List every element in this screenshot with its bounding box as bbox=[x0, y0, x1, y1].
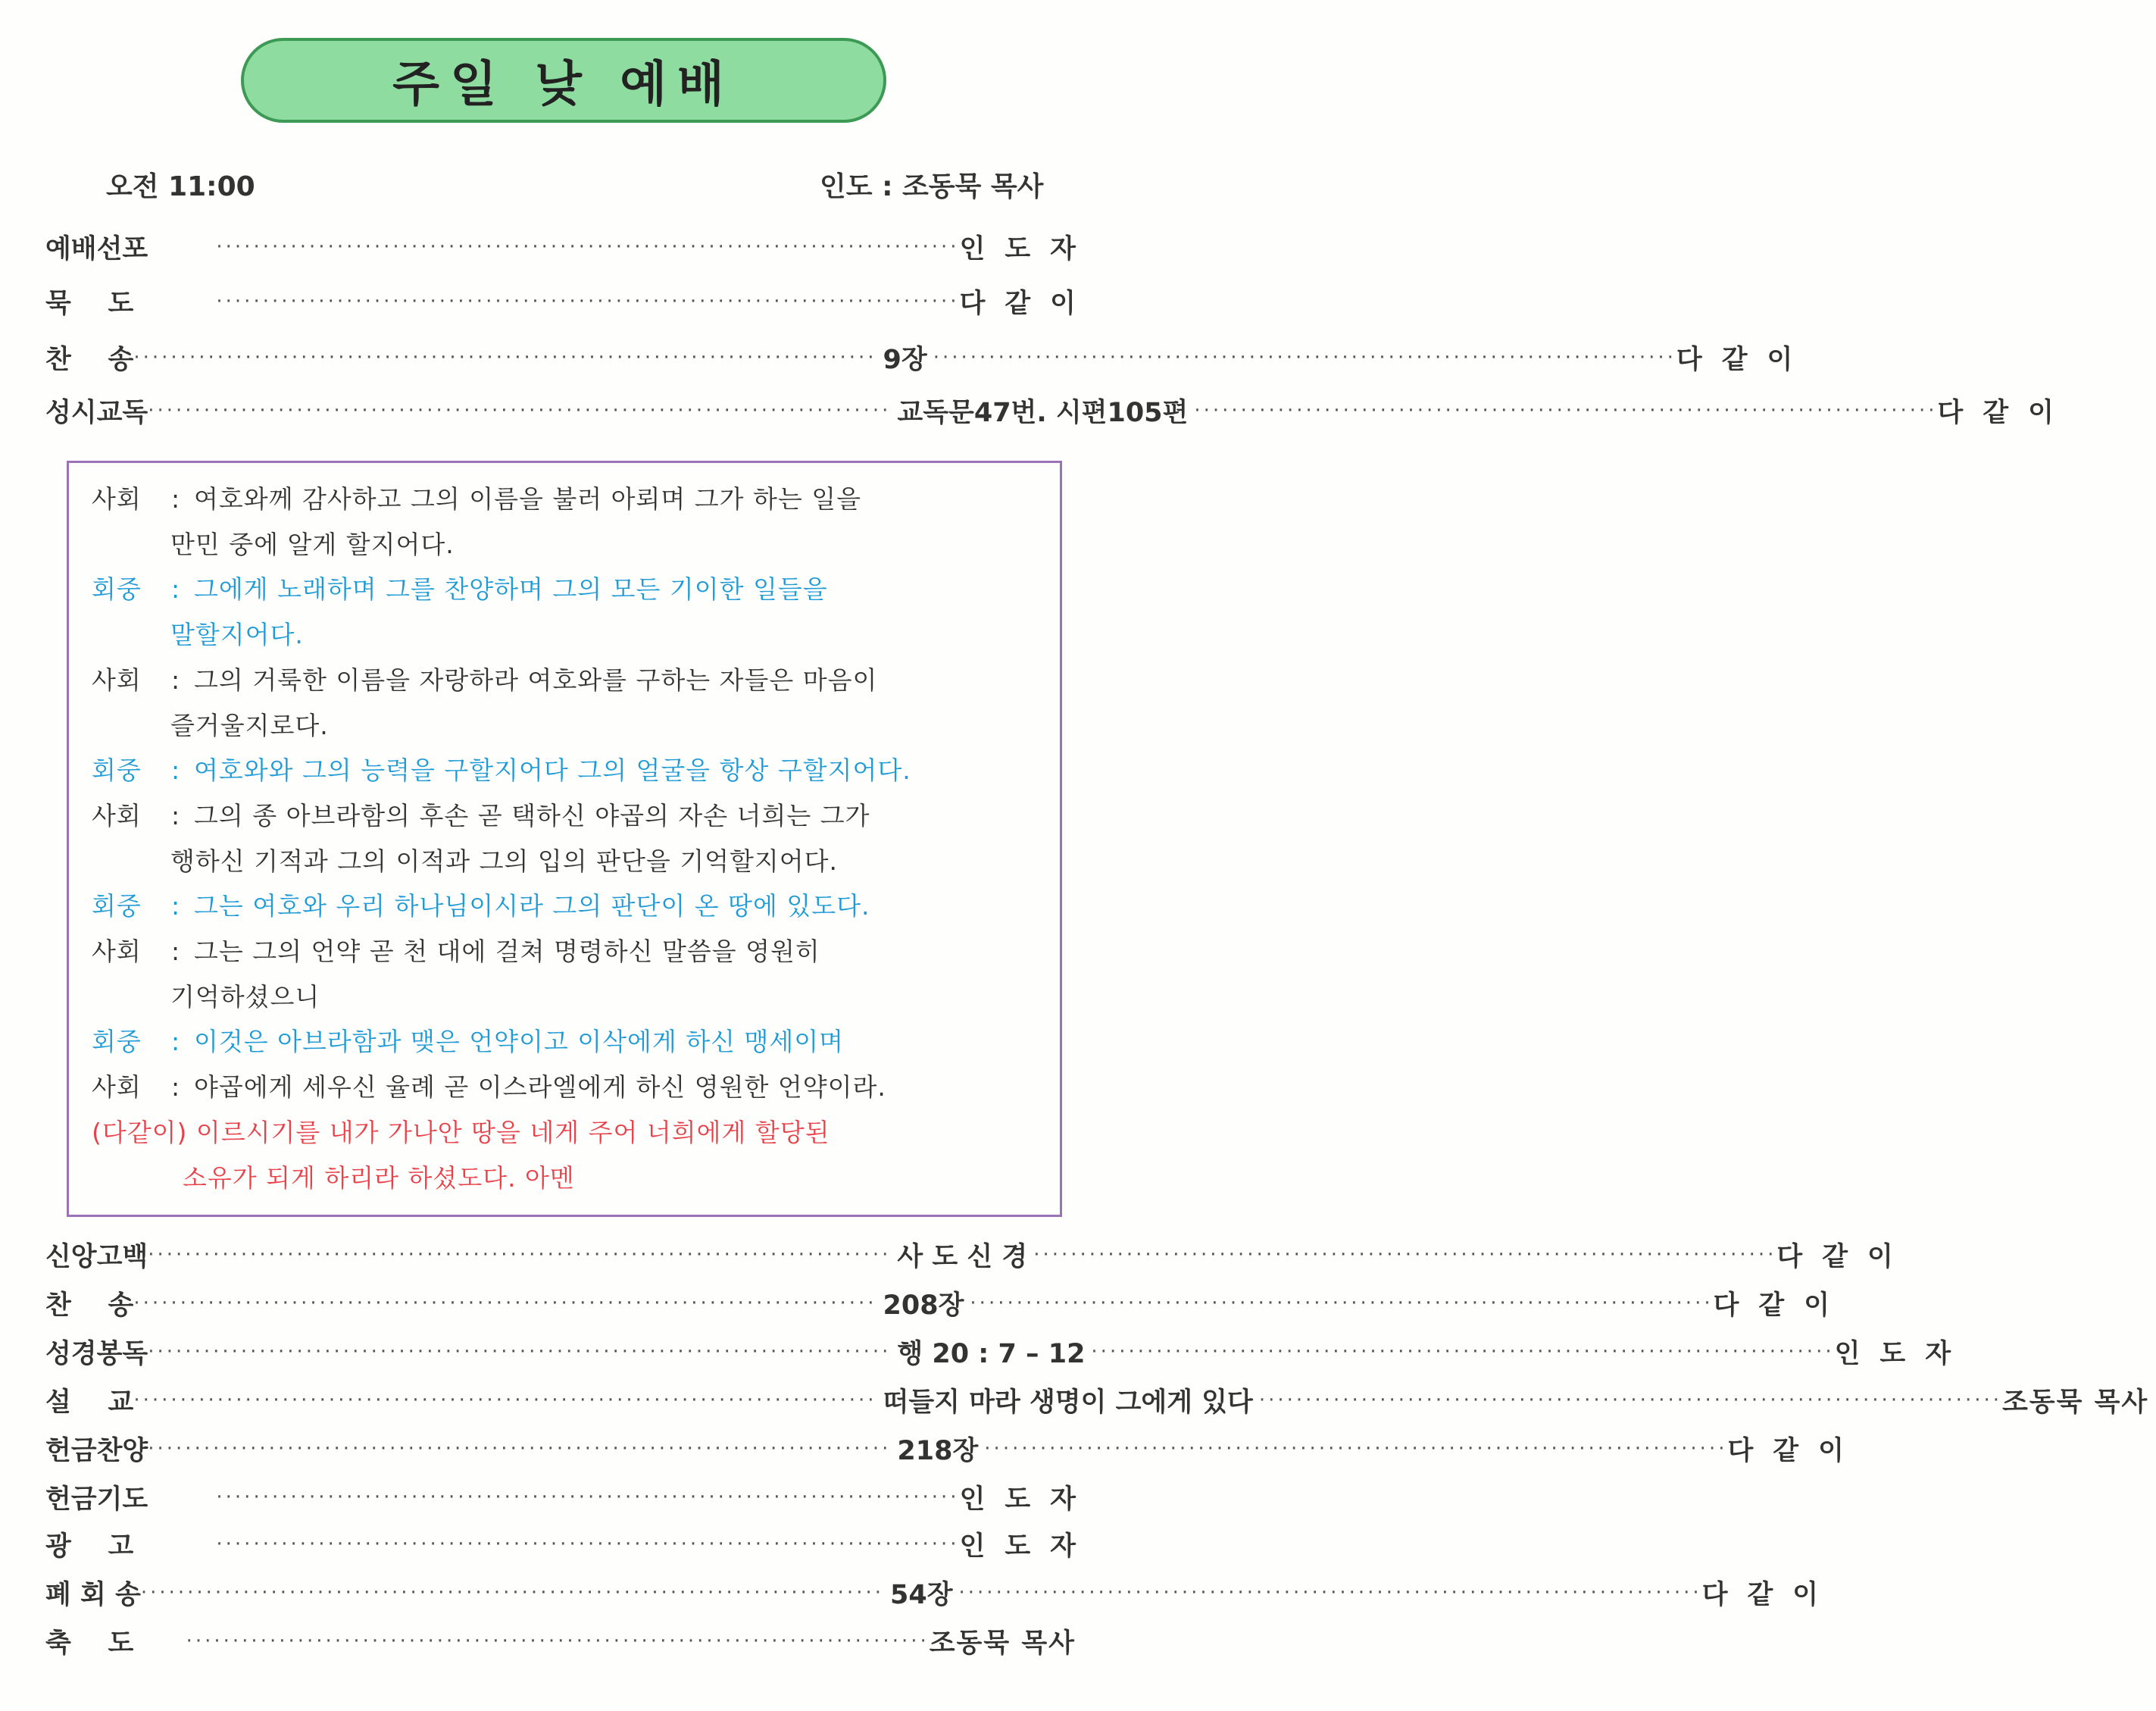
speaker-colon: : bbox=[171, 1027, 181, 1057]
service-leader: 인도 : 조동묵 목사 bbox=[820, 171, 1044, 202]
dot-leader: ················································································ bbox=[216, 236, 960, 258]
reading-text: 이르시기를 내가 가나안 땅을 네게 주어 너희에게 할당된 bbox=[195, 1117, 830, 1147]
order-item bbox=[45, 1476, 1095, 1519]
speaker-colon: : bbox=[171, 1072, 181, 1103]
dot-leader: ················································································ bbox=[216, 1486, 960, 1509]
reading-text: 소유가 되게 하리라 하셨도다. 아멘 bbox=[183, 1162, 575, 1193]
order-item-leader-dots bbox=[133, 339, 1676, 377]
order-item-value: 떠들지 마라 생명이 그에게 있다 bbox=[883, 1387, 1253, 1418]
unison-line bbox=[92, 1110, 1039, 1156]
dot-leader: ················································································ bbox=[933, 346, 1676, 369]
unison-line bbox=[92, 1156, 1039, 1201]
congregation-line bbox=[92, 1019, 1039, 1065]
dot-leader: ················································································ bbox=[133, 1389, 877, 1412]
order-item bbox=[45, 1331, 1971, 1373]
reading-text: 야곱에게 세우신 율례 곧 이스라엘에게 하신 영원한 언약이라. bbox=[194, 1072, 886, 1103]
speaker-label: 사회 bbox=[92, 800, 142, 830]
order-item-leader-dots bbox=[148, 1236, 1776, 1274]
order-item-participant: 다같이 bbox=[1713, 1290, 1850, 1321]
speaker-label: (다같이) bbox=[92, 1117, 188, 1147]
order-item-leader-dots bbox=[216, 1486, 959, 1509]
leader-line bbox=[92, 839, 1039, 884]
speaker-label: 사회 bbox=[92, 1072, 142, 1103]
congregation-line bbox=[92, 612, 1039, 658]
leader-line bbox=[92, 477, 1039, 522]
dot-leader: ················································································ bbox=[133, 1292, 877, 1315]
order-item-value: 교독문47번. 시편105편 bbox=[897, 398, 1189, 428]
order-item-label: 찬 송 bbox=[45, 345, 134, 375]
order-item-label: 예배선포 bbox=[45, 234, 148, 264]
dot-leader: ················································································ bbox=[133, 346, 877, 369]
dot-leader: ················································································ bbox=[970, 1292, 1714, 1315]
order-item-label: 신앙고백 bbox=[45, 1242, 148, 1272]
dot-leader: ················································································ bbox=[216, 290, 960, 313]
order-item-leader-dots bbox=[133, 1284, 1713, 1322]
speaker-colon: : bbox=[171, 574, 181, 605]
dot-leader: ················································································ bbox=[984, 1437, 1728, 1460]
order-item-leader-dots bbox=[186, 1630, 930, 1653]
reading-text: 기억하셨으니 bbox=[170, 981, 320, 1012]
dot-leader: ················································································ bbox=[148, 1340, 892, 1363]
dot-leader: ················································································ bbox=[140, 1581, 884, 1604]
speaker-colon: : bbox=[171, 937, 181, 967]
order-item-participant: 인도자 bbox=[959, 1484, 1095, 1515]
leader-line bbox=[92, 522, 1039, 568]
leader-line bbox=[92, 793, 1039, 839]
order-item bbox=[45, 1620, 1083, 1663]
order-item-leader-dots bbox=[216, 236, 959, 258]
order-item-participant: 다같이 bbox=[1676, 345, 1813, 375]
leader-line bbox=[92, 658, 1039, 703]
congregation-line bbox=[92, 748, 1039, 793]
dot-leader: ················································································ bbox=[1258, 1389, 2002, 1412]
order-item-label: 찬 송 bbox=[45, 1290, 134, 1321]
congregation-line bbox=[92, 567, 1039, 612]
order-item-value: 208장 bbox=[883, 1290, 964, 1321]
speaker-label: 회중 bbox=[92, 1027, 142, 1057]
order-item bbox=[45, 1282, 1850, 1325]
order-item bbox=[45, 1234, 1913, 1276]
order-item-label: 묵 도 bbox=[45, 289, 134, 319]
dot-leader: ················································································ bbox=[1033, 1243, 1777, 1266]
speaker-colon: : bbox=[171, 891, 181, 921]
order-item-value: 9장 bbox=[883, 345, 927, 375]
order-item-value: 218장 bbox=[897, 1436, 979, 1466]
order-item-participant: 조동묵 목사 bbox=[929, 1628, 1076, 1659]
dot-leader: ················································································ bbox=[148, 1437, 892, 1460]
speaker-label: 회중 bbox=[92, 574, 142, 605]
order-item-label: 헌금찬양 bbox=[45, 1436, 148, 1466]
service-title: 주일 낮 예배 bbox=[392, 57, 735, 113]
order-item-value: 사 도 신 경 bbox=[897, 1242, 1028, 1272]
order-item bbox=[45, 1428, 1864, 1470]
order-item-leader-dots bbox=[133, 1381, 2002, 1419]
order-item-leader-dots bbox=[216, 290, 959, 313]
dot-leader: ················································································ bbox=[186, 1630, 930, 1653]
reading-text: 여호와와 그의 능력을 구할지어다 그의 얼굴을 항상 구할지어다. bbox=[194, 755, 911, 786]
order-item-participant: 조동묵 목사 bbox=[2002, 1387, 2149, 1418]
order-item-value: 행 20 : 7 – 12 bbox=[897, 1339, 1086, 1369]
order-item-label: 광 고 bbox=[45, 1531, 134, 1562]
reading-text: 즐거울지로다. bbox=[170, 710, 329, 740]
dot-leader: ················································································ bbox=[958, 1581, 1702, 1604]
order-item bbox=[45, 389, 2073, 432]
dot-leader: ················································································ bbox=[1194, 399, 1938, 422]
dot-leader: ················································································ bbox=[148, 399, 892, 422]
order-item bbox=[45, 1523, 1095, 1566]
speaker-colon: : bbox=[171, 755, 181, 786]
leader-line bbox=[92, 929, 1039, 974]
order-item-label: 성경봉독 bbox=[45, 1339, 148, 1369]
order-item-label: 축 도 bbox=[45, 1628, 134, 1659]
order-item-label: 폐 회 송 bbox=[45, 1580, 141, 1610]
congregation-line bbox=[92, 884, 1039, 929]
speaker-colon: : bbox=[171, 665, 181, 695]
dot-leader: ················································································ bbox=[216, 1533, 960, 1556]
order-item-leader-dots bbox=[148, 1333, 1834, 1371]
service-title-banner bbox=[241, 38, 886, 123]
speaker-label: 사회 bbox=[92, 665, 142, 695]
speaker-label: 사회 bbox=[92, 937, 142, 967]
leader-line bbox=[92, 974, 1039, 1020]
reading-text: 말할지어다. bbox=[170, 620, 304, 650]
dot-leader: ················································································ bbox=[148, 1243, 892, 1266]
order-item-leader-dots bbox=[141, 1574, 1702, 1612]
reading-text: 행하신 기적과 그의 이적과 그의 입의 판단을 기억할지어다. bbox=[170, 846, 838, 876]
speaker-label: 회중 bbox=[92, 755, 142, 786]
order-item bbox=[45, 226, 1095, 268]
order-item-participant: 인도자 bbox=[959, 234, 1095, 264]
order-item-participant: 다같이 bbox=[1701, 1580, 1839, 1610]
order-item-participant: 인도자 bbox=[959, 1531, 1095, 1562]
order-item-leader-dots bbox=[148, 1430, 1727, 1468]
order-item-value: 54장 bbox=[889, 1580, 953, 1610]
service-time: 오전 11:00 bbox=[106, 171, 255, 202]
speaker-label: 회중 bbox=[92, 891, 142, 921]
reading-text: 만민 중에 알게 할지어다. bbox=[170, 529, 455, 559]
dot-leader: ················································································ bbox=[1091, 1340, 1835, 1363]
reading-text: 그는 그의 언약 곧 천 대에 걸쳐 명령하신 말씀을 영원히 bbox=[194, 937, 820, 967]
order-item-leader-dots bbox=[216, 1533, 959, 1556]
order-item bbox=[45, 1379, 2149, 1422]
reading-text: 그의 거룩한 이름을 자랑하라 여호와를 구하는 자들은 마음이 bbox=[194, 665, 878, 695]
speaker-label: 사회 bbox=[92, 484, 142, 514]
leader-line bbox=[92, 703, 1039, 749]
reading-text: 그에게 노래하며 그를 찬양하며 그의 모든 기이한 일들을 bbox=[194, 574, 828, 605]
reading-text: 그는 여호와 우리 하나님이시라 그의 판단이 온 땅에 있도다. bbox=[194, 891, 870, 921]
order-item-leader-dots bbox=[148, 392, 1937, 430]
order-item-label: 헌금기도 bbox=[45, 1484, 148, 1515]
order-item bbox=[45, 280, 1095, 323]
order-item-participant: 다같이 bbox=[1727, 1436, 1864, 1466]
speaker-colon: : bbox=[171, 800, 181, 830]
order-item-participant: 인도자 bbox=[1834, 1339, 1971, 1369]
leader-line bbox=[92, 1065, 1039, 1110]
speaker-colon: : bbox=[171, 484, 181, 514]
order-item-label: 설 교 bbox=[45, 1387, 134, 1418]
responsive-reading-box bbox=[67, 461, 1062, 1217]
responsive-reading bbox=[92, 477, 1039, 1200]
order-item bbox=[45, 1572, 1839, 1614]
order-item-participant: 다같이 bbox=[959, 289, 1095, 319]
order-item bbox=[45, 336, 1813, 379]
order-item-participant: 다같이 bbox=[1937, 398, 2073, 428]
reading-text: 그의 종 아브라함의 후손 곧 택하신 야곱의 자손 너희는 그가 bbox=[194, 800, 870, 830]
order-item-label: 성시교독 bbox=[45, 398, 148, 428]
reading-text: 여호와께 감사하고 그의 이름을 불러 아뢰며 그가 하는 일을 bbox=[194, 484, 861, 514]
reading-text: 이것은 아브라함과 맺은 언약이고 이삭에게 하신 맹세이며 bbox=[194, 1027, 845, 1057]
order-item-participant: 다같이 bbox=[1776, 1242, 1913, 1272]
